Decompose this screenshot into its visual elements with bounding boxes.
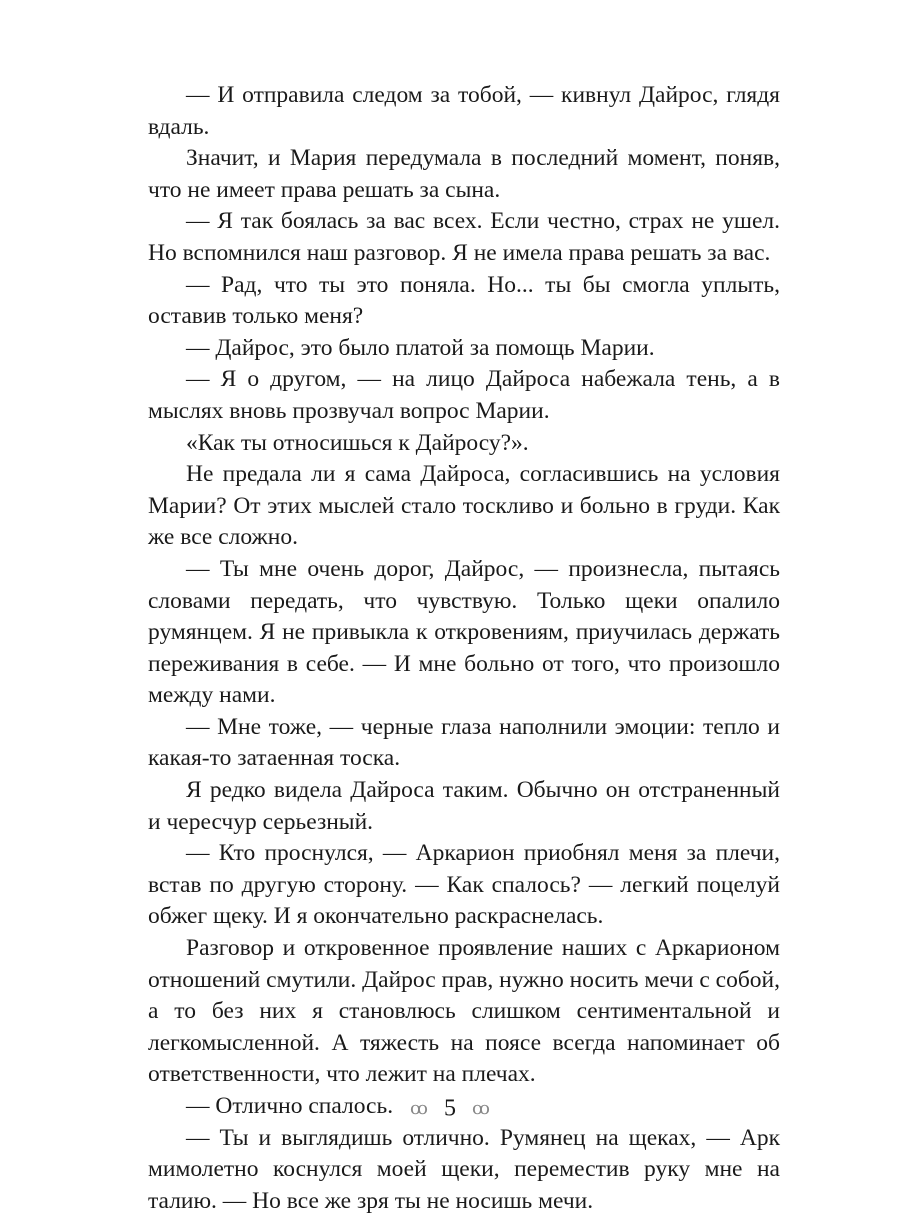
page-number: 5 xyxy=(444,1095,456,1122)
paragraph: — Дайрос, это было платой за помощь Марии. xyxy=(186,334,655,361)
paragraph: Разговор и откровенное проявление наших с Аркарионом отношений смутили. Дайрос прав, нужно носить мечи с собой, а то без них я становлюсь слишком сентиментальной и легкомысленной. А тяжесть на поясе всегда напоминает об ответственности, что лежит на плечах. xyxy=(148,935,781,1088)
paragraph: — Ты и выглядишь отлично. Румянец на щеках, — Арк мимолетно коснулся моей щеки, переместив руку мне на талию. — Но все же зря ты не носишь мечи. xyxy=(148,1124,780,1214)
page-body xyxy=(148,80,780,1217)
paragraph: — Отлично спалось. xyxy=(186,1093,394,1119)
paragraph: — Рад, что ты это поняла. Но... ты бы смогла уплыть, оставив только меня? xyxy=(148,271,780,330)
paragraph: — Ты мне очень дорог, Дайрос, — произнесла, пытаясь словами передать, что чувствую. Только щеки опалило румянцем. Я не привыкла к откровениям, приучилась держать переживания в себе. — И мне больно от того, что произошло между нами. xyxy=(148,555,780,709)
paragraph: Не предала ли я сама Дайроса, согласившись на условия Марии? От этих мыслей стало тоскливо и больно в груди. Как же все сложно. xyxy=(148,461,780,551)
paragraph: «Как ты относишься к Дайросу?». xyxy=(186,429,529,456)
paragraph: Я редко видела Дайроса таким. Обычно он отстраненный и чересчур серьезный. xyxy=(148,777,780,835)
paragraph: — Я о другом, — на лицо Дайроса набежала тень, а в мыслях вновь прозвучал вопрос Марии. xyxy=(148,366,780,424)
page-footer xyxy=(0,1092,900,1123)
paragraph: — Я так боялась за вас всех. Если честно, страх не ушел. Но вспомнился наш разговор. Я не имела права решать за вас. xyxy=(148,208,780,266)
ornament-left-icon: ꝏ xyxy=(410,1098,428,1119)
ornament-right-icon: ꝏ xyxy=(472,1098,490,1119)
paragraph: — И отправила следом за тобой, — кивнул Дайрос, глядя вдаль. xyxy=(148,82,780,140)
paragraph: Значит, и Мария передумала в последний момент, поняв, что не имеет права решать за сына. xyxy=(148,145,780,203)
paragraph: — Мне тоже, — черные глаза наполнили эмоции: тепло и какая-то затаенная тоска. xyxy=(148,713,780,772)
paragraph: — Кто проснулся, — Аркарион приобнял меня за плечи, встав по другую сторону. — Как спалось? — легкий поцелуй обжег щеку. И я окончательно раскраснелась. xyxy=(148,840,780,930)
